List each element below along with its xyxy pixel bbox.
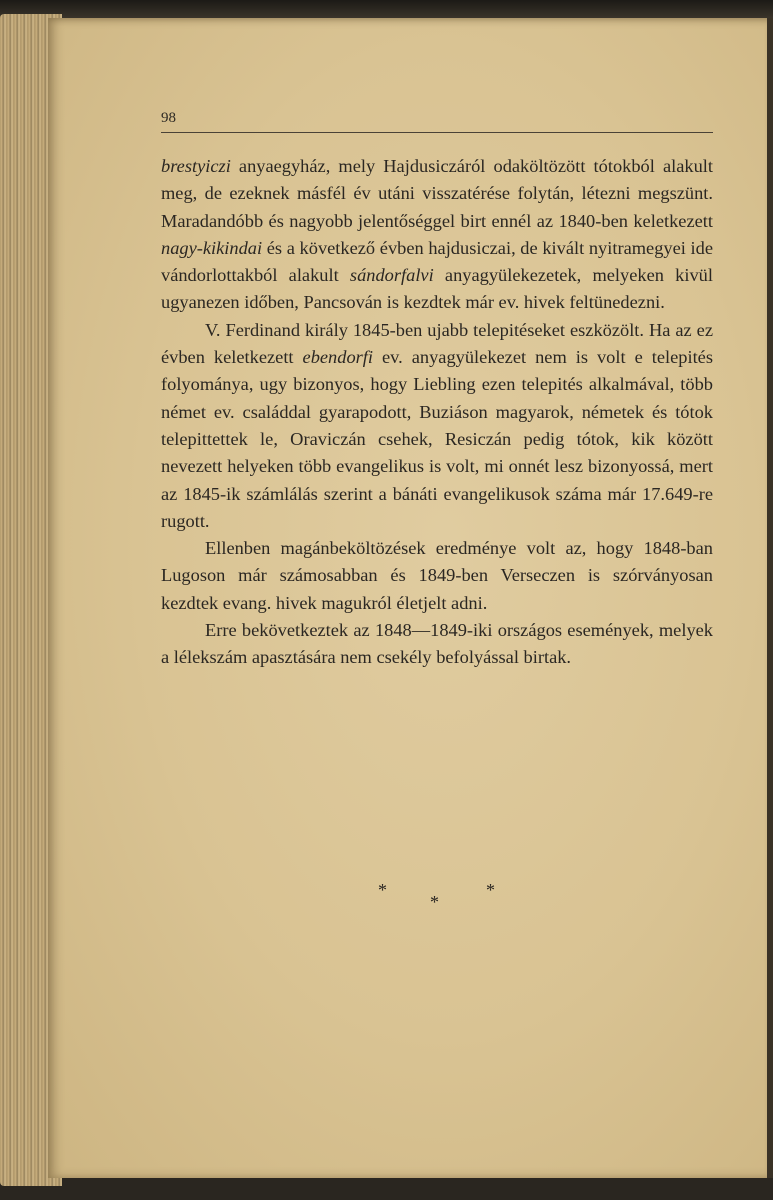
paragraph-1 <box>161 153 713 317</box>
separator-star: * <box>430 892 439 912</box>
italic-place-name: brestyiczi <box>161 156 231 176</box>
header-rule <box>161 132 713 133</box>
text-run: anyagyülekezetek, melyeken kivül ugyanezen időben, Pancsován is kezdtek már ev. hivek feltünedezni. <box>161 265 713 313</box>
italic-place-name: sándorfalvi <box>349 265 434 286</box>
text-run: V. Ferdinand király 1845-ben ujabb telepitéseket eszközölt. Ha az ez évben keletkezett <box>161 319 713 368</box>
text-run: ev. anyagyülekezet nem is volt e telepités folyománya, ugy bizonyos, hogy Liebling ezen telepités alkalmával, több német ev. családdal gyarapodott, Buziáson magyarok, németek és tótok telepittettek le, Oraviczán csehek, Resiczán pedig tótok, kik között nevezett helyeken több evangelikus is volt, mi onnét lesz bizonyossá, mert az 1845-ik számlálás szerint a bánáti evangelikusok száma már 17.649-re rugott. <box>161 347 714 531</box>
text-run: Erre bekövetkeztek az 1848—1849-iki országos események, melyek a lélekszám apasztására nem csekély befolyással birtak. <box>161 620 713 668</box>
body-text <box>161 153 713 672</box>
text-run: és a következő évben hajdusiczai, de kivált nyitramegyei ide vándorlottakból alakult <box>161 237 713 286</box>
separator-star: * <box>486 880 495 900</box>
separator-star: * <box>378 880 387 900</box>
text-run: Ellenben magánbeköltözések eredménye volt az, hogy 1848-ban Lugoson már számosabban és 1849-ben Verseczen is szórványosan kezdtek evang. hivek magukról életjelt adni. <box>161 538 713 613</box>
italic-place-name: nagy-kikindai <box>161 237 263 258</box>
paragraph-3 <box>161 535 713 617</box>
paragraph-4 <box>161 617 713 672</box>
paragraph-2 <box>161 317 713 535</box>
text-run: anyaegyház, mely Hajdusiczáról odaköltözött tótokból alakult meg, de ezeknek másfél év utáni visszatérése folytán, létezni megszünt. Maradandóbb és nagyobb jelentőséggel birt ennél az 1840-ben keletkezett <box>161 156 713 231</box>
italic-place-name: ebendorfi <box>302 347 374 368</box>
scan-top-border <box>0 0 773 18</box>
section-separator <box>370 880 510 920</box>
scan-right-border <box>767 18 773 1178</box>
page-number: 98 <box>161 110 176 126</box>
